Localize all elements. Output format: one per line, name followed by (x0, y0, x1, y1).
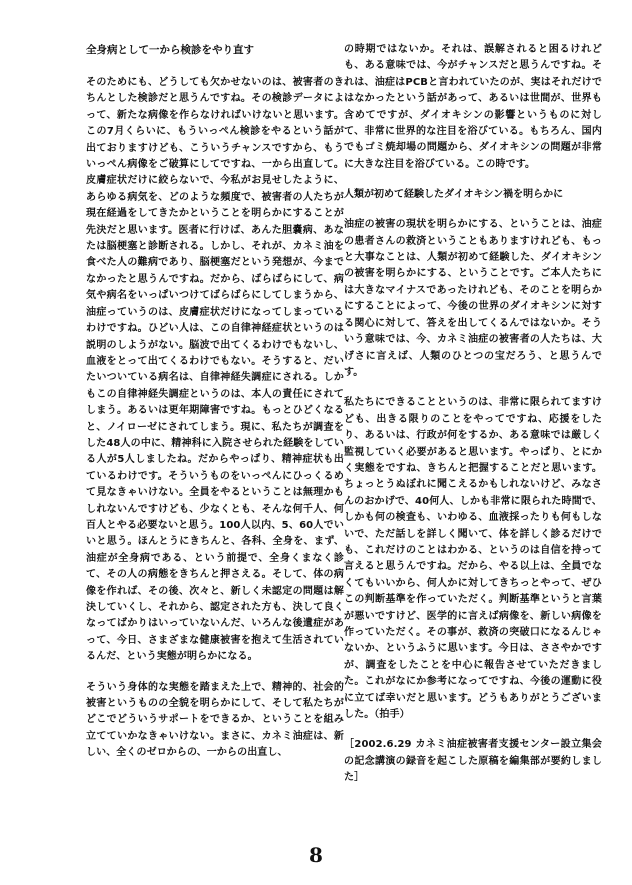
section-heading-right: 人類が初めて経験したダイオキシン禍を明らかに (344, 189, 564, 201)
body-paragraph: そういう身体的な実態を踏まえた上で、精神的、社会的被害というものの全貌を明らかにして、そして私たちがどこでどういうサポートをできるか、ということを組み立てていかなきゃいけない。まさに、カネミ油症は、新しい、全くのゼロからの、一からの出直し、 (86, 681, 344, 759)
page-number: 8 (309, 843, 323, 867)
spacer (86, 58, 344, 75)
editorial-note: ［2002.6.29 カネミ油症被害者支援センター設立集会の記念講演の録音を起こした原稿を編集部が要約しました］ (344, 739, 602, 784)
section-heading-left: 全身病として一から検診をやり直す (86, 44, 254, 56)
body-paragraph: 油症の被害の現状を明らかにする、ということは、油症の患者さんの救済ということもありますけれども、もっと大事なことは、人類が初めて経験した、ダイオキシンの被害を明らかにする、ということです。ご本人たちには大きなマイナスであったけれども、そのことを明らかにすることによって、今後の世界のダイオキシンに対する関心に対して、答えを出してくるんではないか。そういう意味では、今、カネミ油症の被害者の人たちは、大げさに言えば、人類のひとつの宝だろう、と思うんです。 (344, 219, 602, 378)
body-paragraph: 私たちにできることというのは、非常に限られてますけども、出きる限りのことをやってですね、応援をしたり、あるいは、行政が何をするか、ある意味では厳しく監視していく必要があると思います。やっぱり、とにかく実態をですね、きちんと把握することだと思います。ちょっとうぬぼれに聞こえるかもしれないけど、みなさんのおかげで、40何人、しかも非常に限られた時間で、しかも何の検査も、いわゆる、血液採ったりも何もしないで、ただ話しを詳しく聞いて、体を詳しく診るだけでも、これだけのことはわかる、というのは自信を持って言えると思うんですね。だから、やる以上は、全員でなくてもいいから、何人かに対してきちっとやって、ぜひこの判断基準を作っていただく。判断基準というと言葉が悪いですけど、医学的に言えば病像を、新しい病像を作っていただく。その事が、救済の突破口になるんじゃないか、というふうに思います。今日は、ささやかですが、調査をしたことを中心に報告させていただきました。これがなにか参考になってですね、今後の運動に役に立てば幸いだと思います。どうもありがとうございました。（拍手） (344, 397, 602, 721)
spacer (344, 723, 602, 737)
right-column (344, 42, 602, 787)
body-paragraph: の時期ではないか。それは、誤解されると困るけれども、ある意味では、今がチャンスだと思うんですね。それは、油症はPCBと言われていたのが、実はそれだけではなかったという話があって、あるいは世間が、世界も含めてですが、ダイオキシンの影響というものに対して、非常に世界的な注目を浴びている。もちろん、国内でもゴミ焼却場の問題から、ダイオキシンの問題が非常に大きな注目を浴びている。この時です。 (344, 44, 602, 170)
spacer (344, 173, 602, 187)
left-column (86, 42, 344, 762)
spacer (344, 203, 602, 217)
spacer (86, 666, 344, 680)
spacer (344, 381, 602, 395)
body-paragraph: そのためにも、どうしても欠かせないのは、被害者のきちんとした検診だと思うんですね。その検診データによって、新たな病像を作らなければいけないと思います。この7月くらいに、もういっぺん検診をやるという話が出ておりますけども、こういうチャンスですから、もういっぺん病像をご破算にしてですね、一から出直して。皮膚症状だけに絞らないで、今私がお見せしたように、あらゆる病気を、どのような頻度で、被害者の人たちが現在経過をしてきたかということを明らかにすることが先決だと思います。医者に行けば、あんた胆嚢病、あなたは脳梗塞と診断される。しかし、それが、カネミ油を食べた人の難病であり、脳梗塞だという発想が、今までなかったと思うんですね。だから、ばらばらにして、病気や病名をいっぱいつけてばらばらにしてしまうから、油症っていうのは、皮膚症状だけになってしまっているわけですね。ひどい人は、この自律神経症状というのは説明のしようがない。脳波で出てくるわけでもないし、血液をとって出てくるわけでもない。そうすると、だいたいついている病名は、自律神経失調症にされる。しかもこの自律神経失調症というのは、本人の責任にされてしまう。あるいは更年期障害ですね。もっとひどくなると、ノイローゼにされてしまう。現に、私たちが調査をした48人の中に、精神科に入院させられた経験をしている人が5人しましたね。だからやっぱり、精神症状も出ているわけです。そういうものをいっぺんにひっくるめて見なきゃいけない。全員をやるということは無理かもしれないんですけども、少なくとも、そんな何千人、何百人とやる必要ないと思う。100人以内、5、60人でいいと思う。ほんとうにきちんと、各科、全身を、まず、油症が全身病である、という前提で、全身くまなく診て、その人の病態をきちんと押さえる。そして、体の病像を作れば、その後、次々と、新しく未認定の問題は解決していくし、それから、認定された方も、決して良くなってばかりはいっていないんだ、いろんな後遺症があって、今日、さまざまな健康被害を抱えて生活されているんだ、という実態が明らかになる。 (86, 77, 344, 663)
